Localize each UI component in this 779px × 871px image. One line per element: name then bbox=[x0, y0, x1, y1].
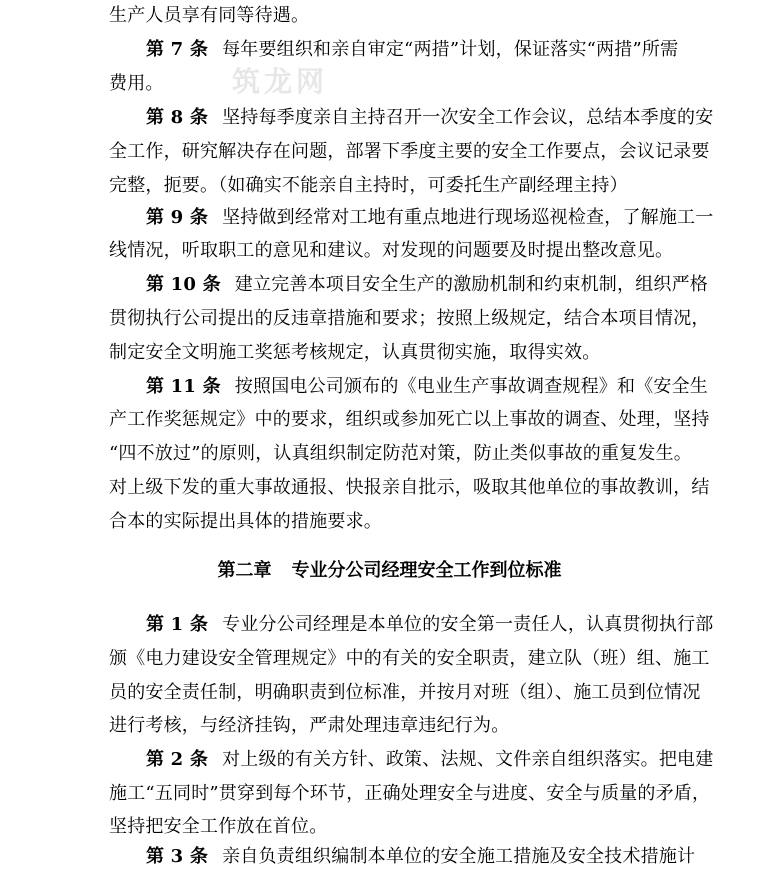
text-line: 线情况，听取职工的意见和建议。对发现的问题要及时提出整改意见。 bbox=[109, 240, 674, 261]
text-line: 颁《电力建设安全管理规定》中的有关的安全职责，建立队（班）组、施工 bbox=[109, 648, 710, 669]
text-line: 贯彻执行公司提出的反违章措施和要求；按照上级规定，结合本项目情况， bbox=[109, 308, 710, 329]
article-8: 第 8 条 坚持每季度亲自主持召开一次安全工作会议，总结本季度的安 bbox=[146, 107, 714, 128]
text-line: 施工“五同时”贯穿到每个环节，正确处理安全与进度、安全与质量的矛盾， bbox=[109, 783, 711, 804]
text-line: 费用。 bbox=[109, 73, 164, 94]
article-b2: 第 2 条 对上级的有关方针、政策、法规、文件亲自组织落实。把电建 bbox=[146, 749, 714, 770]
article-label: 第 11 条 bbox=[146, 376, 221, 397]
article-b3: 第 3 条 亲自负责组织编制本单位的安全施工措施及安全技术措施计 bbox=[146, 846, 696, 867]
article-label: 第 8 条 bbox=[146, 107, 209, 128]
text-line: 合本的实际提出具体的措施要求。 bbox=[109, 511, 382, 532]
article-label: 第 2 条 bbox=[146, 749, 209, 770]
article-label: 第 10 条 bbox=[146, 274, 221, 295]
text-line: 产工作奖惩规定》中的要求，组织或参加死亡以上事故的调查、处理，坚持 bbox=[109, 409, 710, 430]
watermark: 筑龙网 bbox=[232, 65, 329, 98]
text-line: 员的安全责任制，明确职责到位标准，并按月对班（组）、施工员到位情况 bbox=[109, 682, 701, 703]
article-10: 第 10 条 建立完善本项目安全生产的激励机制和约束机制，组织严格 bbox=[146, 274, 708, 295]
article-label: 第 1 条 bbox=[146, 614, 209, 635]
article-11: 第 11 条 按照国电公司颁布的《电业生产事故调查规程》和《安全生 bbox=[146, 376, 708, 397]
text-line: 制定安全文明施工奖惩考核规定，认真贯彻实施，取得实效。 bbox=[109, 342, 601, 363]
chapter-title: 专业分公司经理安全工作到位标准 bbox=[291, 560, 562, 581]
text-line: 完整，扼要。（如确实不能亲自主持时，可委托生产副经理主持） bbox=[109, 175, 628, 196]
article-b1: 第 1 条 专业分公司经理是本单位的安全第一责任人，认真贯彻执行部 bbox=[146, 614, 714, 635]
article-7: 第 7 条 每年要组织和亲自审定“两措”计划，保证落实“两措”所需 bbox=[146, 39, 679, 60]
text-line: 对上级下发的重大事故通报、快报亲自批示，吸取其他单位的事故教训，结 bbox=[109, 477, 710, 498]
article-label: 第 3 条 bbox=[146, 846, 209, 867]
text-line: 生产人员享有同等待遇。 bbox=[109, 5, 310, 26]
text-line: 全工作，研究解决存在问题，部署下季度主要的安全工作要点，会议记录要 bbox=[109, 141, 710, 162]
article-9: 第 9 条 坚持做到经常对工地有重点地进行现场巡视检查，了解施工一 bbox=[146, 207, 714, 228]
article-label: 第 7 条 bbox=[146, 39, 209, 60]
chapter-heading bbox=[0, 557, 779, 585]
chapter-number: 第二章 bbox=[217, 560, 272, 581]
article-label: 第 9 条 bbox=[146, 207, 209, 228]
text-line: 坚持把安全工作放在首位。 bbox=[109, 816, 328, 837]
text-line: 进行考核，与经济挂钩，严肃处理违章违纪行为。 bbox=[109, 715, 510, 736]
text-line: “四不放过”的原则，认真组织制定防范对策，防止类似事故的重复发生。 bbox=[109, 443, 693, 464]
